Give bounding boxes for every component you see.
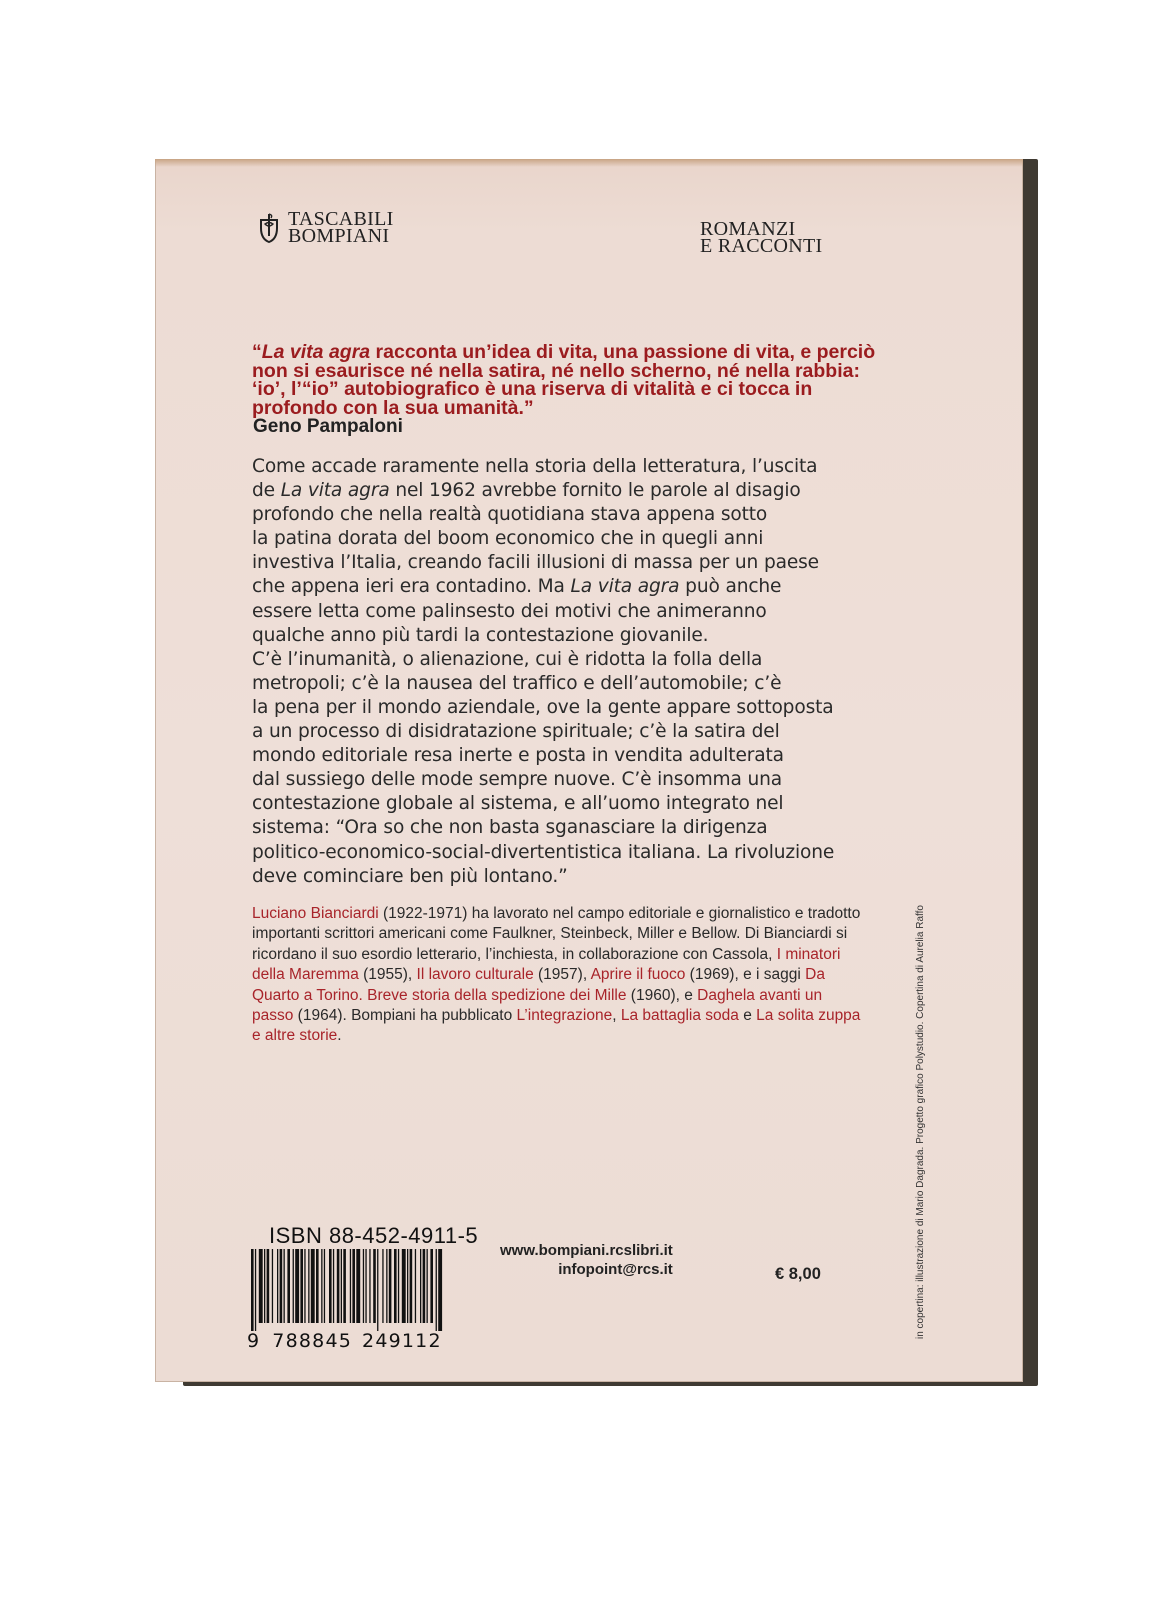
- barcode-bar: [337, 1249, 340, 1323]
- barcode-bar: [316, 1249, 319, 1323]
- barcode-bar: [293, 1249, 294, 1323]
- barcode-bar: [430, 1249, 433, 1323]
- bio-work-title: La solita zuppa e altre storie: [252, 1007, 861, 1045]
- quote-open-mark: “: [252, 341, 262, 363]
- publisher-name-line2: BOMPIANI: [288, 225, 390, 247]
- barcode-bar: [377, 1249, 378, 1331]
- barcode-bar: [333, 1249, 334, 1323]
- barcode-bar: [295, 1249, 299, 1323]
- bio-work-title: Da Quarto a Torino. Breve storia della spedizione dei Mille: [252, 966, 825, 1004]
- bio-work-title: Aprire il fuoco: [590, 966, 686, 984]
- barcode-bar: [267, 1249, 270, 1323]
- barcode-bar: [402, 1249, 406, 1323]
- bio-text: ,: [612, 1007, 621, 1025]
- barcode-bar: [304, 1249, 305, 1323]
- barcode-bar: [386, 1249, 387, 1323]
- barcode-bar: [369, 1249, 370, 1323]
- barcode-bar: [251, 1249, 254, 1331]
- book-back-cover: [155, 159, 1023, 1382]
- barcode-bar: [280, 1249, 283, 1323]
- isbn-label: ISBN 88-452-4911-5: [269, 1223, 479, 1248]
- barcode-bar: [365, 1249, 366, 1323]
- barcode-bar: [423, 1249, 426, 1323]
- bio-work-title: Daghela avanti un passo: [252, 986, 823, 1025]
- bio-text: (1964). Bompiani ha pubblicato: [293, 1007, 517, 1025]
- bio-text: (1969), e i saggi: [685, 966, 806, 984]
- series-name-line2: E RACCONTI: [700, 235, 823, 257]
- barcode-bar: [398, 1249, 399, 1323]
- barcode-bar: [410, 1249, 413, 1323]
- barcode-bar: [324, 1249, 325, 1323]
- barcode-bar: [255, 1249, 256, 1331]
- author-bio: [252, 904, 862, 1047]
- barcode-bar: [420, 1249, 421, 1323]
- price-label: € 8,00: [775, 1265, 821, 1283]
- barcode-bar: [427, 1249, 428, 1323]
- bio-author-name: Luciano Bianciardi: [252, 905, 379, 922]
- barcode-bar: [321, 1249, 322, 1323]
- bio-text: e: [738, 1007, 757, 1025]
- barcode-bar: [264, 1249, 265, 1323]
- blurb-part-1: Come accade raramente nella storia della letteratura, l’uscita de: [252, 456, 818, 502]
- cover-credits: in copertina: illustrazione di Mario Dagrada. Progetto grafico Polystudio. Copertina di Aurelia Raffo: [915, 905, 926, 1339]
- blurb-title-1: La vita agra: [280, 480, 390, 502]
- barcode-bar: [311, 1249, 315, 1323]
- barcode-bar: [407, 1249, 408, 1323]
- barcode-bar: [329, 1249, 332, 1323]
- barcode-bar: [308, 1249, 309, 1323]
- barcode-bar: [277, 1249, 278, 1323]
- series-name: [700, 218, 823, 257]
- barcode-bar: [356, 1249, 360, 1323]
- barcode-bar: [363, 1249, 364, 1323]
- review-quote: [252, 343, 892, 417]
- bio-text: (1960), e: [626, 986, 698, 1004]
- barcode-bar: [343, 1249, 346, 1323]
- barcode-bar: [287, 1249, 290, 1323]
- blurb-paragraph: [252, 455, 932, 889]
- publisher-email: infopoint@rcs.it: [558, 1261, 673, 1278]
- barcode-digit-first: 9: [247, 1330, 261, 1352]
- blurb-part-3: può anche essere letta come palinsesto dei motivi che animeranno qualche anno più tardi la contestazione giovanile. C’è l’inumanità, o alienazione, cui è ridotta la folla della metropoli; c’è la nausea del traffico e dell’automobile; c’è la pena per il mondo aziendale, ove la gente appare sottoposta a un processo di disidratazione spirituale; c’è la satira del mondo editoriale resa inerte e posta in vendita adulterata dal sussiego delle mode sempre nuove. C’è insomma una contestazione globale al sistema, e all’uomo integrato nel sistema: “Ora so che non basta sganasciare la dirigenza politico-economico-social-divertentistica italiana. La rivoluzione deve cominciare ben più lontano.”: [252, 576, 835, 887]
- bio-work-title: I minatori della Maremma: [252, 945, 841, 984]
- barcode-bar: [415, 1249, 416, 1323]
- bio-work-title: Il lavoro culturale: [416, 966, 534, 984]
- barcode-bar: [300, 1249, 303, 1323]
- publisher-website: www.bompiani.rcslibri.it: [500, 1242, 673, 1259]
- barcode-digits-group1: 788845: [272, 1330, 353, 1352]
- bio-text: (1955),: [358, 966, 417, 984]
- publisher-name: [288, 208, 394, 247]
- barcode-bar: [394, 1249, 397, 1323]
- barcode-bar: [438, 1249, 442, 1331]
- publisher-brand: [258, 208, 394, 247]
- barcode-bar: [259, 1249, 263, 1323]
- bompiani-logo-icon: [258, 212, 280, 244]
- bio-work-title: L’integrazione: [516, 1007, 613, 1025]
- barcode-bar: [382, 1249, 383, 1323]
- quote-text: racconta un’idea di vita, una passione di vita, e perciò non si esaurisce né nella satira, né nello scherno, né nella rabbia: ‘io’, l’“io” autobiografico è una riserva di vitalità e ci tocca in profondo con la sua umanità.”: [252, 341, 876, 419]
- barcode-digits-group2: 249112: [362, 1330, 442, 1352]
- series-name-line1: ROMANZI: [700, 218, 796, 240]
- barcode-bar: [352, 1249, 355, 1323]
- blurb-part-2: nel 1962 avrebbe fornito le parole al disagio profondo che nella realtà quotidiana stava appena sotto la patina dorata del boom economico che in quegli anni investiva l’Italia, creando facili illusioni di massa per un paese che appena ieri era contadino. Ma: [252, 480, 819, 598]
- blurb-title-2: La vita agra: [570, 576, 680, 598]
- barcode-bar: [389, 1249, 392, 1323]
- publisher-name-line1: TASCABILI: [288, 208, 394, 230]
- barcode-bar: [284, 1249, 285, 1323]
- barcode-bar: [341, 1249, 342, 1323]
- bio-text: (1922-1971) ha lavorato nel campo editoriale e giornalistico e tradotto importanti scrittori americani come Faulkner, Steinbeck, Miller e Bellow. Di Bianciardi si ricordano il suo esordio letterario, l’inchiesta, in collaborazione con Cassola,: [252, 905, 861, 963]
- quote-book-title: La vita agra: [261, 341, 371, 363]
- barcode-bar: [436, 1249, 437, 1331]
- publisher-contacts: [500, 1241, 673, 1279]
- barcode-bar: [272, 1249, 273, 1323]
- bio-text: (1957),: [533, 966, 591, 984]
- barcode-digits: [247, 1330, 442, 1352]
- bio-work-title: La battaglia soda: [620, 1007, 739, 1025]
- barcode-bar: [350, 1249, 351, 1323]
- barcode-bar: [373, 1249, 376, 1323]
- isbn-barcode: [247, 1249, 447, 1331]
- quote-author: Geno Pampaloni: [253, 416, 403, 437]
- bio-text: .: [337, 1027, 342, 1045]
